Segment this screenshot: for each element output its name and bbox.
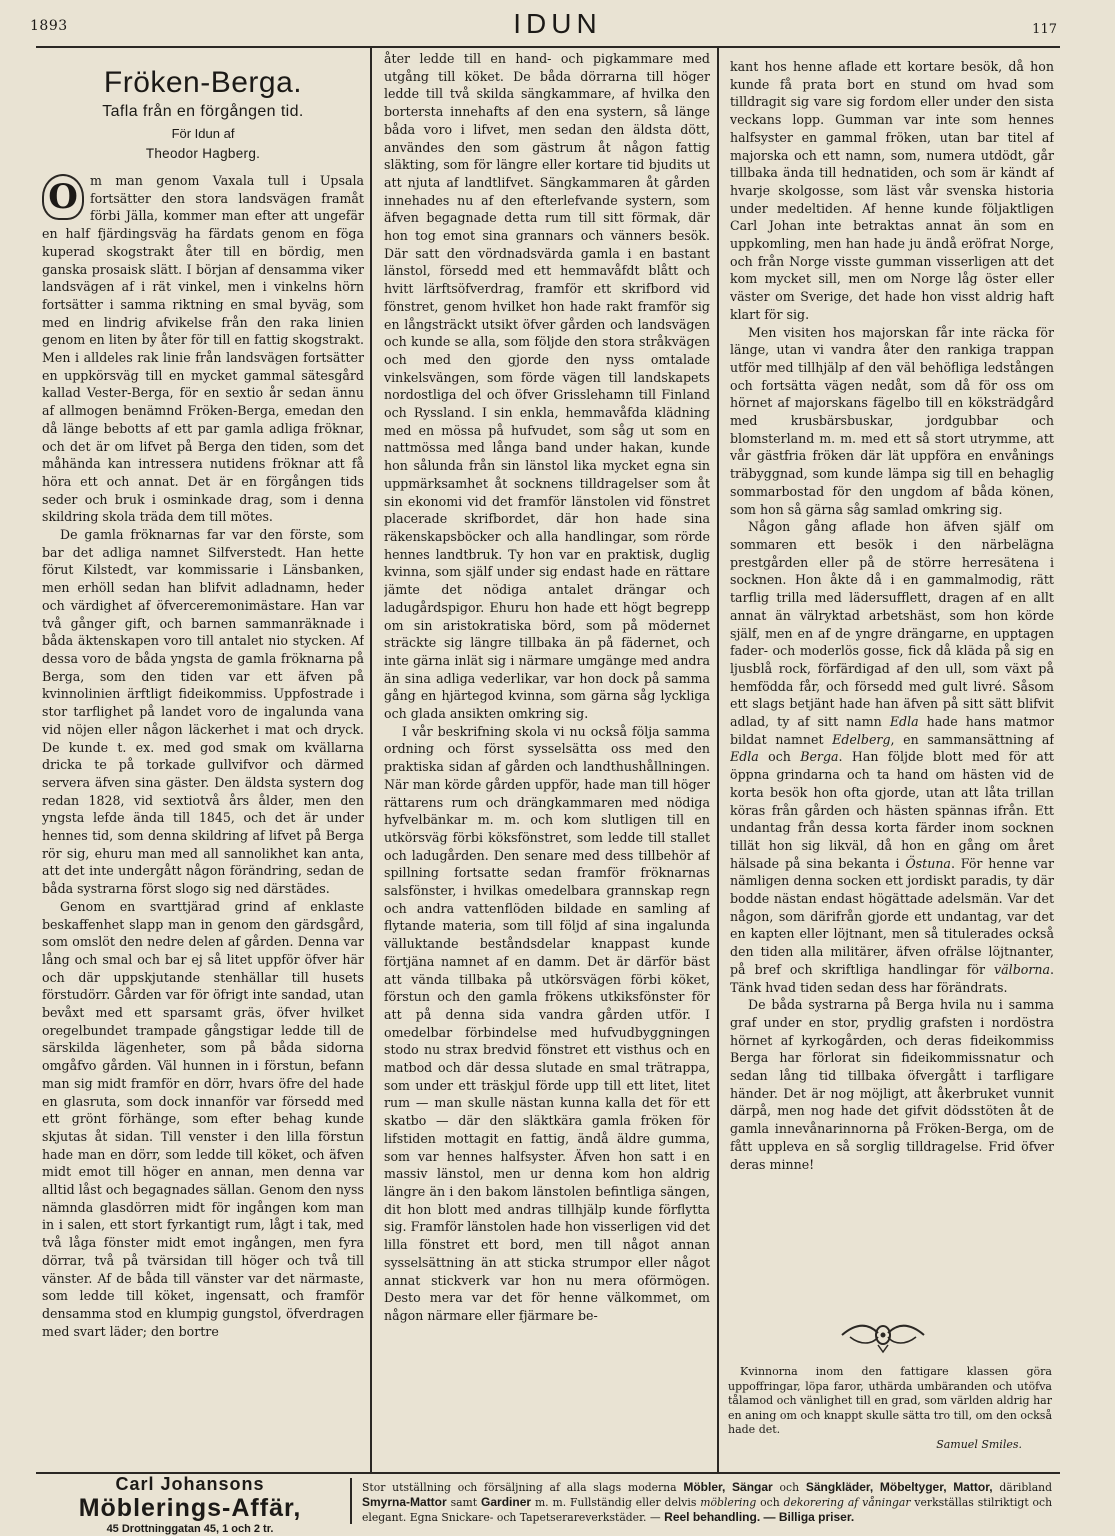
paragraph: kant hos henne aflade ett kortare besök, då hon kunde få prata bort en stund om hvad som tilldragit sig vare sig fordom eller under den sista veckans lopp. Gumman var inte som hennes halfsyster en gammal fröken, utan bar titel af majorska och ett namn, som, numera utdödt, går tillbaka ända till hednatiden, och som är kändt af hvarje skolgosse, som läst vår svenska historia under medeltiden. Af henne kunde följaktligen Carl Johan inte betraktas annat än som en uppkomling, men han hade ju ändå eröfrat Norge, och från Norge visste gumman visserligen att det kom mycket sill, men om Norge låg öster eller väster om Sverige, det hade hon visst aldrig haft klart för sig. <box>730 59 1054 322</box>
quote-text: Kvinnorna inom den fattigare klassen göra uppoffringar, löpa faror, uthärda umbäranden och utöfva tålamod och vänlighet till en grad, som världen aldrig har en aning om och knappt skulle sätta tro till, om den också hade det. <box>728 1365 1052 1436</box>
italic-word: välborna <box>994 961 1050 977</box>
ad-text: samt <box>450 1496 478 1509</box>
ad-highlight: Sängkläder, Möbeltyger, Mattor, <box>805 1480 993 1494</box>
ad-text: m. m. Fullständig eller delvis <box>534 1496 697 1509</box>
ad-italic: möblering <box>700 1496 757 1509</box>
paragraph: I vår beskrifning skola vi nu också följa samma ordning och först sysselsätta oss med den praktiska sidan af gården och landthushållningen. När man körde gården uppför, hade man till höger rättarens rum och drängkammaren med nödiga hyfvelbänkar m. m. och kom slutligen till en utkörsväg förbi köksfönstret, som ledde till stallet och ladugården. Den senare med dess tillbehör af spillning fortsatte sedan framför fröknarnas salsfönster, i hvilkas omedelbara grannskap regn och andra vattenflöden bildade en samling af flytande materia, som till följd af sina ingalunda välluktande beståndsdelar knappast kunde förtjäna namnet af en damm. Det är därför bäst att vända tillbaka på utkörsvägen förbi köket, förstun och den gamla frökens utkiksfönster för att på denna sida vandra gården utför. I omedelbar förbindelse med hufvudbyggningen stodo nu strax bredvid fönstret ett visthus och en matbod och där dessa slutade en smal trätrappa, som under ett träskjul förde upp till ett litet, litet rum — man skulle nästan kunna kalla det för ett skatbo — där den släktkära gamla fröken för lifstiden mottagit en fattig, ändå äldre gumma, som var hennes halfsyster. Äfven hon satt i en massiv länstol, men ur denna kom hon aldrig längre än i den bakom länstolen befintliga sängen, dit hon blott med andras tillhjälp kunde förflytta sig. Framför länstolen hade hon visserligen vid det lilla fönstret ett bord, men till något annan sysselsättning än att sticka strumpor eller något annat stickverk var hon nu mera oförmögen. Desto mera var det för henne välkommet, om någon närmare eller fjärmare be- <box>384 723 710 1323</box>
paragraph: Genom en svarttjärad grind af enklaste beskaffenhet slapp man in genom den gärdsgård, som omslöt den nedre delen af gården. Denna var lång och smal och bar ej så litet uppför öfver här och där uppskjutande stenhällar till husets förstudörr. Gården var för öfrigt inte sandad, utan bevåxt med ett sparsamt gräs, öfver hvilket oregelbundet trampade gångstigar ledde till de särskilda lägenheter, som på båda sidorna omgåfvo gården. Väl hunnen in i förstun, befann man sig midt framför en dörr, hvars öfre del hade en glasruta, som dock innanför var försedd med ett grönt förhänge, som efter behag kunde skjutas åt sidan. Till venster i den lilla förstun hade man en dörr, som ledde till köket, och äfven midt emot till höger en annan, men denna var alltid låst och begagnades sällan. Genom den nyss nämnda glasdörren midt för ingången kom man in i salen, ett stort fyrkantigt rum, lågt i tak, med två låga fönster midt emot ingången, men fyra dörrar, två på tvärsidan till höger och två till vänster. Af de båda till vänster var det närmaste, som ledde till köket, ingensatt, och framför densamma stod en klumpig gungstol, öfverdragen med svart läder; den bortre <box>42 898 364 1339</box>
italic-word: Edla <box>889 714 919 730</box>
column-divider-1 <box>370 48 372 1472</box>
ad-name: Carl Johansons <box>115 1474 265 1494</box>
ad-highlight: Gardiner <box>481 1495 532 1509</box>
column-1 <box>42 54 364 1472</box>
ad-text: däribland <box>999 1481 1053 1494</box>
advertisement-logo <box>40 1474 340 1536</box>
ornament-flourish <box>838 1315 928 1355</box>
paragraph: m man genom Vaxala tull i Upsala fortsätter den stora landsvägen framåt förbi Jälla, kommer man efter att ungefär en half fjärdingsväg ha färdats genom en föga kuperad skogstrakt åter till en bördig, men ganska prosaisk slätt. I början af densamma viker landsvägen af i rät vinkel, men i vinkelns hörn fortsätter i samma riktning en smal byväg, som med en lindrig afvikelse från den raka linien genom en liten by åter för till en fattig skogstrakt. Men i alldeles rak linie från landsvägen fortsätter en uppkörsväg till en mycket gammal sätesgård kallad Vester-Berga, för en sextio år sedan ännu af allmogen benämnd Fröken-Berga, emedan den då länge bebotts af ett par gamla adliga fröknar, och det är om lifvet på Berga den tiden, som det måhända kan intressera nutidens fröknar att få höra ett och annat. Det är en förgången tids seder och bruk i osminkade drag, som i denna skildring skola träda dem till mötes. <box>42 173 364 525</box>
column-divider-2 <box>717 48 719 1472</box>
ad-text: och <box>779 1481 800 1494</box>
col1-text <box>42 172 364 1340</box>
paragraph: Men visiten hos majorskan får inte räcka för länge, utan vi vandra åter den rankiga trappan utför med tillhjälp af den väl behöfliga ledstången och fortsätta vägen nedåt, som då för oss om hörnet af majorskans fägelbo till en köksträdgård med krusbärsbuskar, jordgubbar och blomsterland m. m. med ett så stort utrymme, att vår gästfria fröken där lät uppföra en envånings träbyggnad, som kunde lämpa sig till en behaglig sommarbostad för den ungdom af båda könen, som hon så gärna såg samlad omkring sig. <box>730 324 1054 517</box>
ad-firm: Möblerings-Affär, <box>78 1494 302 1522</box>
masthead: IDUN <box>513 8 602 39</box>
drop-cap: O <box>42 174 84 220</box>
ad-text: verkställas stilriktigt och elegant. Egna Snickare- och Tapetserareverkstäder. — <box>362 1496 1053 1524</box>
ad-italic: dekorering af våningar <box>783 1496 911 1509</box>
page-number: 117 <box>1032 22 1057 37</box>
italic-word: Edla <box>730 749 759 765</box>
article-title: Fröken-Berga. <box>103 66 303 99</box>
quote-block <box>728 1365 1052 1452</box>
ad-text: Stor utställning och försäljning af alla slags moderna <box>362 1481 677 1494</box>
column-2 <box>384 50 710 1472</box>
year: 1893 <box>30 18 68 34</box>
paragraph: De gamla fröknarnas far var den förste, som bar det adliga namnet Silfverstedt. Han hette förut Kilstedt, var kommissarie i Länsbanken, men erhöll sedan han blifvit adladnamn, heder och värdighet af öfverceremonimästare. Han var två gånger gift, och barnen sammanräknade i båda äktenskapen voro till antalet nio stycken. Af dessa voro de båda yngsta de gamla fröknarna på Berga, som den tiden var ett äfven på kvinnolinien ärftligt fideikommiss. Uppfostrade i stor tarflighet på landet voro de ingalunda vana vid nöjen eller någon läckerhet i mat och dryck. De kunde t. ex. med god smak om kvällarna dricka te på torkade gullvifvor och därmed servera äfven sina gäster. Den äldsta systern dog redan 1828, vid sextiotvå års ålder, men den yngsta lefde ända till 1845, och det är under hennes tid, som denna skildring af lifvet på Berga rör sig, ehuru man med all sannolikhet kan anta, att det inte undergått någon förändring, sedan de båda systrarna först slogo sig ned därstädes. <box>42 527 364 897</box>
ad-highlight: Reel behandling. — Billiga priser. <box>664 1510 855 1524</box>
advertisement-text <box>362 1480 1052 1525</box>
for-line: För Idun af <box>171 126 235 141</box>
header-rule <box>36 46 1060 48</box>
ad-text: och <box>760 1496 780 1509</box>
paragraph: De båda systrarna på Berga hvila nu i samma graf under en stor, prydlig grafsten i nordöstra hörnet af kyrkogården, och deras fideikommiss Berga har förlorat sin fideikommissnatur och sedan lång tid tillbaka öfvergått i tarfligare händer. Det är nog möjligt, att åkerbruket vunnit därpå, men nog hade det gifvit dödsstöten åt de gamla innevånarinnorna på Fröken-Berga, om de fått uppleva en så sorglig tilldragelse. Frid öfver deras minne! <box>730 997 1054 1172</box>
article-subtitle: Tafla från en förgången tid. <box>102 103 304 120</box>
italic-word: Östuna <box>905 855 951 871</box>
paragraph: Någon gång aflade hon äfven själf om sommaren ett besök i den närbelägna prestgården eller på de större herresätena i socknen. Hon åkte då i en gammalmodig, rätt tarflig trilla med lädersufflett, dragen af en allt annat än välryktad arbetshäst, som hon körde själf, men en af de yngre drängarne, en upptagen fader- och moderlös gosse, fick då kläda på sig en ljusblå rock, förfärdigad af den ull, som växt på hemfödda får, och försedd med gult livré. Såsom ett slags betjänt hade han äfven på sitt sätt blifvit adlad, ty af sitt namn Edla hade hans matmor bildat namnet Edelberg, en sammansättning af Edla och Berga. Han följde blott med för att öppna grindarna och ta hand om hästen vid de korta besök hon ofta gjorde, utan att låta trillan köras från gården och hästen spännas ifrån. Ett undantag från dessa korta färder inom socknen tillät hon sig likväl, då hon en gång om året hälsade på sina bekanta i Östuna. För henne var nämligen denna socken ett jordiskt paradis, ty där bodde nästan endast högättade adelsmän. Var det någon, som därifrån gjorde ett undantag, var det en kapten eller löjtnant, men så titulerades också den tiden alla militärer, äfven ofrälse löjtnanter, på bref och skriftliga handlingar för välborna. Tänk hvad tiden sedan dess har förändrats. <box>730 519 1054 995</box>
ad-highlight: Möbler, Sängar <box>683 1480 773 1494</box>
quote-author: Samuel Smiles. <box>936 1437 1022 1451</box>
page-header <box>0 0 1115 48</box>
ad-address: 45 Drottninggatan 45, 1 och 2 tr. <box>106 1523 274 1535</box>
column-3 <box>730 58 1054 1310</box>
ad-highlight: Smyrna-Mattor <box>362 1495 447 1509</box>
italic-word: Berga <box>800 749 839 765</box>
italic-word: Edelberg <box>832 731 891 747</box>
ad-separator <box>350 1478 352 1524</box>
author-byline: Theodor Hagberg. <box>145 146 261 161</box>
paragraph: åter ledde till en hand- och pigkammare med utgång till köket. De båda dörrarna till höger ledde till två skilda sängkammare, af hvilka den bortersta innehafts af den ena systern, så länge båda voro i lifvet, men sedan den äldsta dött, användes den som gästrum åt någon fattig släkting, som för längre eller kortare tid bjudits ut att njuta af landtlifvet. Sängkammaren åt gården innehades nu af den efterlefvande systern, som äfven begagnade detta rum till sitt förmak, där hon tog emot sina grannars och vänners besök. Där satt den vördnadsvärda gamla i en bastant länstol, försedd med ett hemmavåfdt blått och hvitt lärftsöfverdrag, framför ett skrifbord vid fönstret, genom hvilket hon hade rakt framför sig en långsträckt utsikt öfver gården och landsvägen och kunde se alla, som följde den stora stråkvägen och med den gjorde den nyss omtalade vinkelsvängen, som förde vägen till landskapets nordostliga del och öfver Grisslehamn till Finland och Ryssland. I sin enkla, hemmavåfda klädning med en mössa på hufvudet, som såg ut som en nattmössa med långa band under hakan, kunde hon sålunda från sin länstol lika mycket egna sin uppmärksamhet åt socknens tilldragelser som åt sin ekonomi vid det framför länstolen vid fönstret placerade skrifbordet, där hon hade sina räkenskapsböcker och alla handlingar, som rörde hennes landtbruk. Ty hon var en praktisk, duglig kvinna, som själf under sig endast hade en rättare jämte det nödiga antalet drängar och ladugårdspigor. Ehuru hon hade ett högt begrepp om sin aristokratiska börd, som på mödernet sträckte sig längre tillbaka än på fädernet, och inte gärna inlät sig i närmare umgänge med andra än sina adliga vederlikar, var hon dock på samma gång en hjärtegod kvinna, som gärna såg lyckliga och glada ansikten omkring sig. <box>384 51 710 722</box>
